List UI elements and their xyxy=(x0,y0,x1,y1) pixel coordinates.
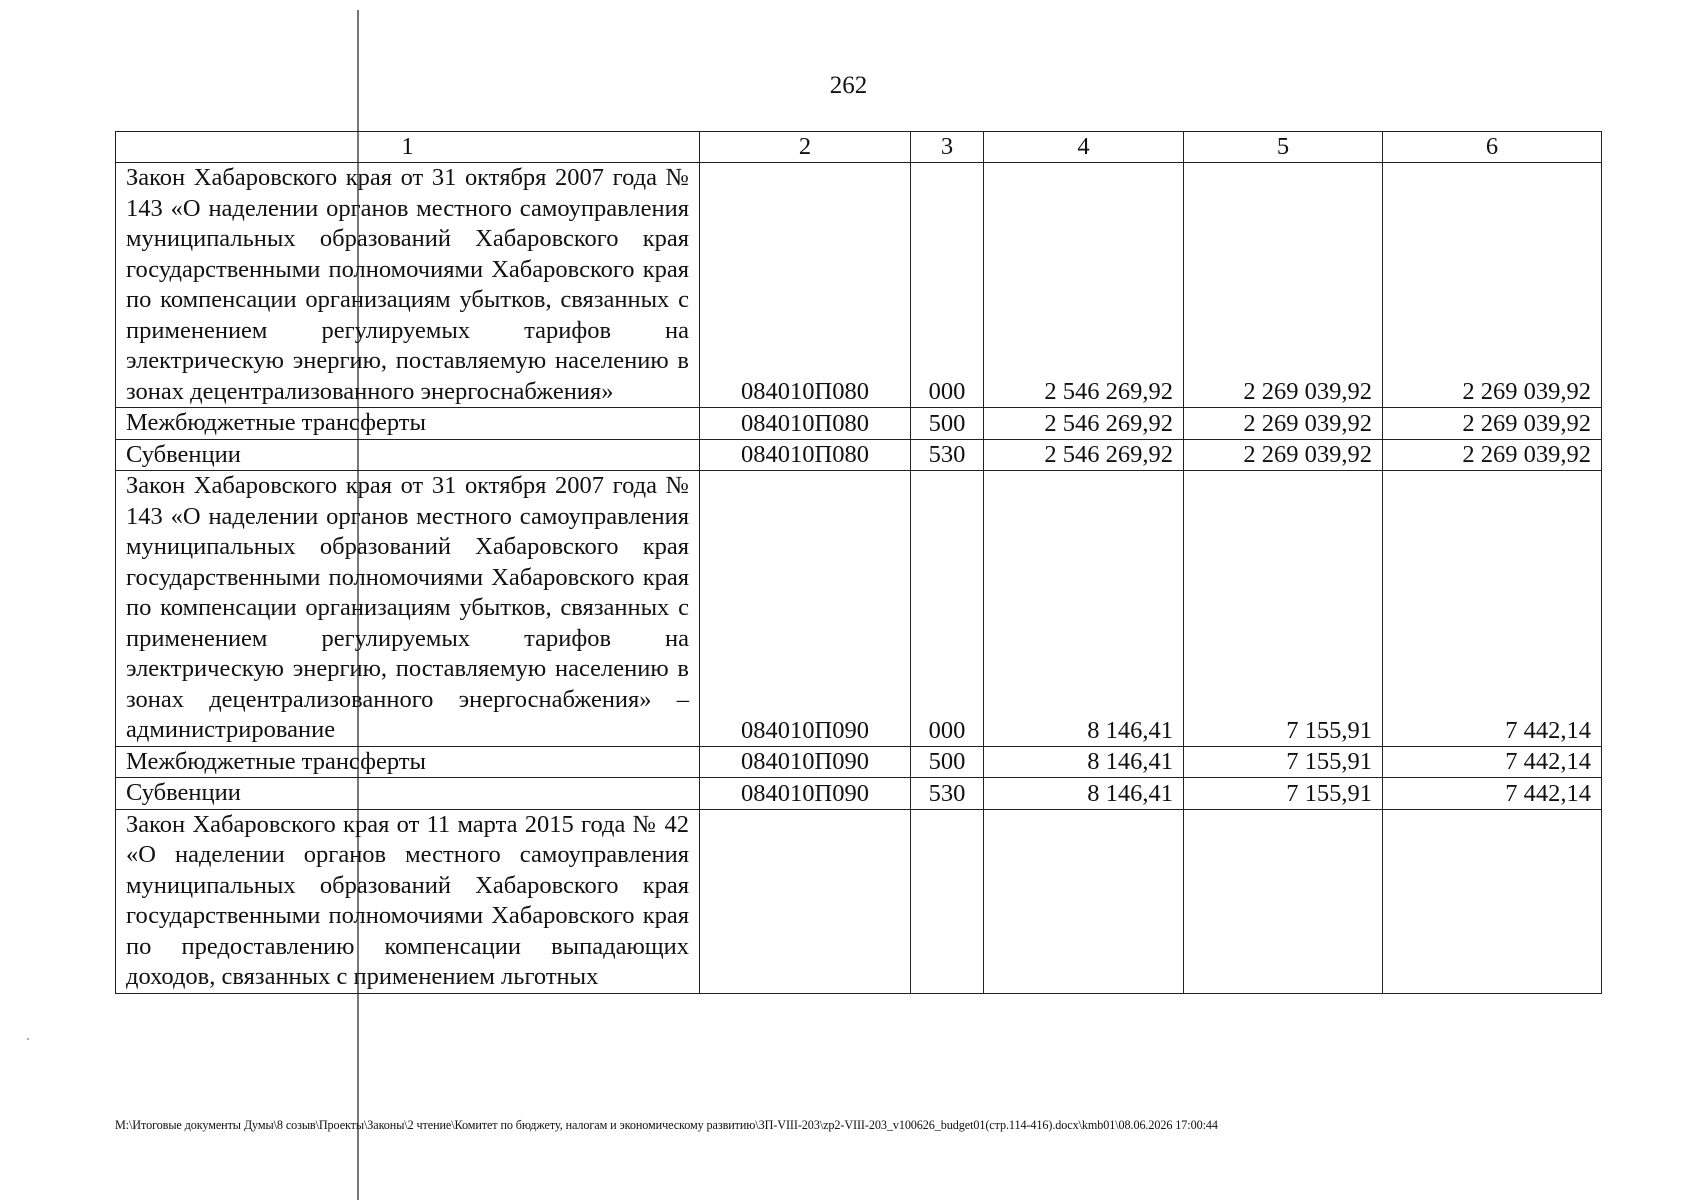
col-header-3: 3 xyxy=(911,132,984,163)
row-name: Закон Хабаровского края от 31 октября 2007 года № 143 «О наделении органов местного самоуправления муниципальных образований Хабаровского края государственными полномочиями Хабаровского края по компенсации организациям убытков, связанных с применением регулируемых тарифов на электрическую энергию, поставляемую населению в зонах децентрализованного энергоснабжения» – администрирование xyxy=(116,471,700,747)
row-amount-col4 xyxy=(984,809,1184,993)
table-row xyxy=(116,746,1602,778)
row-expense-type: 500 xyxy=(911,746,984,778)
row-target-code: 084010П080 xyxy=(700,439,911,471)
row-amount-col5: 2 269 039,92 xyxy=(1184,439,1383,471)
table-row xyxy=(116,408,1602,440)
col-header-6: 6 xyxy=(1383,132,1602,163)
row-expense-type: 000 xyxy=(911,163,984,408)
file-path-footer: М:\Итоговые документы Думы\8 созыв\Проекты\Законы\2 чтение\Комитет по бюджету, налогам и экономическому развитию\ЗП-VIII-203\zp2-VIII-203_v100626_budget01(стр.114-416).docx\kmb01\08.06.2026 17:00:44 xyxy=(115,1118,1218,1132)
row-amount-col4: 8 146,41 xyxy=(984,746,1184,778)
row-expense-type: 530 xyxy=(911,778,984,810)
row-amount-col6: 7 442,14 xyxy=(1383,471,1602,747)
row-target-code: 084010П080 xyxy=(700,163,911,408)
row-amount-col5: 2 269 039,92 xyxy=(1184,408,1383,440)
row-amount-col5: 7 155,91 xyxy=(1184,471,1383,747)
col-header-2: 2 xyxy=(700,132,911,163)
row-name: Межбюджетные трансферты xyxy=(116,746,700,778)
row-amount-col6: 2 269 039,92 xyxy=(1383,163,1602,408)
row-name: Субвенции xyxy=(116,439,700,471)
row-amount-col4: 8 146,41 xyxy=(984,471,1184,747)
row-target-code xyxy=(700,809,911,993)
row-amount-col4: 2 546 269,92 xyxy=(984,408,1184,440)
budget-table xyxy=(115,131,1602,994)
col-header-4: 4 xyxy=(984,132,1184,163)
row-amount-col4: 2 546 269,92 xyxy=(984,439,1184,471)
row-amount-col6: 7 442,14 xyxy=(1383,746,1602,778)
col-header-1: 1 xyxy=(116,132,700,163)
row-target-code: 084010П090 xyxy=(700,471,911,747)
col-header-5: 5 xyxy=(1184,132,1383,163)
row-amount-col6: 2 269 039,92 xyxy=(1383,439,1602,471)
row-expense-type: 500 xyxy=(911,408,984,440)
page-number: 262 xyxy=(829,72,868,99)
table-row xyxy=(116,809,1602,993)
row-amount-col5: 7 155,91 xyxy=(1184,778,1383,810)
row-name: Закон Хабаровского края от 11 марта 2015 года № 42 «О наделении органов местного самоуправления муниципальных образований Хабаровского края государственными полномочиями Хабаровского края по предоставлению компенсации выпадающих доходов, связанных с применением льготных xyxy=(116,809,700,993)
table-row xyxy=(116,163,1602,408)
row-amount-col5 xyxy=(1184,809,1383,993)
row-amount-col4: 8 146,41 xyxy=(984,778,1184,810)
table-row xyxy=(116,471,1602,747)
scan-speck xyxy=(27,1038,29,1040)
row-amount-col5: 2 269 039,92 xyxy=(1184,163,1383,408)
row-amount-col6 xyxy=(1383,809,1602,993)
row-target-code: 084010П090 xyxy=(700,778,911,810)
row-amount-col6: 2 269 039,92 xyxy=(1383,408,1602,440)
row-target-code: 084010П090 xyxy=(700,746,911,778)
row-name: Субвенции xyxy=(116,778,700,810)
header-row xyxy=(116,132,1602,163)
row-amount-col5: 7 155,91 xyxy=(1184,746,1383,778)
table-row xyxy=(116,439,1602,471)
row-name: Закон Хабаровского края от 31 октября 2007 года № 143 «О наделении органов местного самоуправления муниципальных образований Хабаровского края государственными полномочиями Хабаровского края по компенсации организациям убытков, связанных с применением регулируемых тарифов на электрическую энергию, поставляемую населению в зонах децентрализованного энергоснабжения» xyxy=(116,163,700,408)
row-expense-type: 530 xyxy=(911,439,984,471)
table-row xyxy=(116,778,1602,810)
row-name: Межбюджетные трансферты xyxy=(116,408,700,440)
row-expense-type xyxy=(911,809,984,993)
row-target-code: 084010П080 xyxy=(700,408,911,440)
row-amount-col6: 7 442,14 xyxy=(1383,778,1602,810)
row-amount-col4: 2 546 269,92 xyxy=(984,163,1184,408)
row-expense-type: 000 xyxy=(911,471,984,747)
